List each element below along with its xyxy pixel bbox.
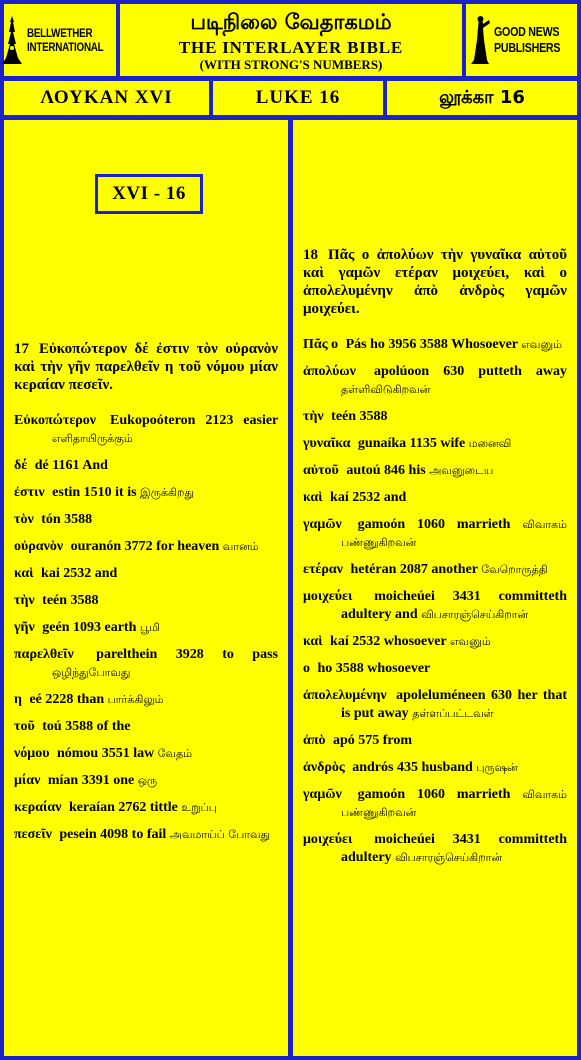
gloss: parelthein 3928 to pass xyxy=(96,647,278,662)
greek-word: ἀνδρὸς xyxy=(303,760,345,775)
word-entry xyxy=(14,691,278,709)
gloss: toú 3588 of the xyxy=(42,719,131,734)
word-entry xyxy=(303,831,567,867)
greek-word: ἀπολύων xyxy=(303,364,356,379)
right-column xyxy=(293,120,577,1056)
gloss: hetéran 2087 another xyxy=(350,562,478,577)
tamil-gloss: எவனும் xyxy=(521,338,562,351)
tamil-gloss: விவாகம் பண்ணுகிறவன் xyxy=(341,788,568,819)
word-entry xyxy=(303,633,567,651)
greek-word: τὴν xyxy=(303,409,324,424)
verse-number: 17 xyxy=(14,341,29,357)
word-entry xyxy=(303,687,567,723)
word-entry xyxy=(14,718,278,736)
word-entry xyxy=(14,565,278,583)
word-entry xyxy=(303,660,567,678)
left-logo-line1: BELLWETHER xyxy=(26,26,93,40)
word-list xyxy=(14,412,278,844)
title-panel xyxy=(120,4,462,76)
reference-greek: ΛΟΥΚΑΝ XVI xyxy=(4,81,209,115)
word-entry xyxy=(14,457,278,475)
gloss: estin 1510 it is xyxy=(52,485,137,500)
trumpet-figure-icon xyxy=(469,14,491,66)
greek-word: τὴν xyxy=(14,593,35,608)
gloss: eé 2228 than xyxy=(29,692,105,707)
gloss: gunaíka 1135 wife xyxy=(357,436,466,451)
tamil-gloss: விவாகம் பண்ணுகிறவன் xyxy=(341,518,568,549)
word-entry xyxy=(303,516,567,552)
gloss: keraían 2762 tittle xyxy=(68,800,178,815)
greek-word: γαμῶν xyxy=(303,787,342,802)
greek-word: γῆν xyxy=(14,620,35,635)
greek-word: ετέραν xyxy=(303,562,343,577)
greek-word: παρελθεῖν xyxy=(14,647,74,662)
tamil-gloss: விபசாரஞ்செய்கிறான் xyxy=(421,608,529,621)
verse-text xyxy=(303,246,567,318)
verse-text xyxy=(14,340,278,394)
word-list xyxy=(303,336,567,867)
greek-word: η xyxy=(14,692,22,707)
greek-word: καὶ xyxy=(303,634,323,649)
tamil-gloss: அவமாய்ப் போவது xyxy=(169,828,271,841)
tamil-gloss: விபசாரஞ்செய்கிறான் xyxy=(395,851,503,864)
gloss: moicheúei 3431 committeth adultery and xyxy=(341,589,568,622)
gloss: kaí 2532 and xyxy=(330,490,407,505)
gloss: pesein 4098 to fail xyxy=(59,827,167,842)
tamil-gloss: பார்க்கிலும் xyxy=(107,693,164,706)
greek-word: μίαν xyxy=(14,773,41,788)
word-entry xyxy=(303,435,567,453)
word-entry xyxy=(303,759,567,777)
word-entry xyxy=(303,363,567,399)
greek-word: νόμου xyxy=(14,746,50,761)
gloss: nómou 3551 law xyxy=(56,746,155,761)
gloss: Pás ho 3956 3588 Whosoever xyxy=(345,337,518,352)
greek-word: μοιχεύει xyxy=(303,589,353,604)
word-entry xyxy=(14,484,278,502)
tamil-title: படிநிலை வேதாகமம் xyxy=(190,10,392,34)
gloss: geén 1093 earth xyxy=(42,620,137,635)
gloss: apolúoon 630 putteth away xyxy=(373,364,568,379)
gloss: andrós 435 husband xyxy=(352,760,473,775)
good-news-logo-panel xyxy=(466,4,577,76)
greek-word: καὶ xyxy=(14,566,34,581)
word-entry xyxy=(303,462,567,480)
greek-word: τὸν xyxy=(14,512,34,527)
tamil-gloss: எளிதாயிருக்கும் xyxy=(52,432,133,445)
greek-word: οὐρανὸν xyxy=(14,539,64,554)
gloss: tón 3588 xyxy=(41,512,93,527)
greek-word: καὶ xyxy=(303,490,323,505)
reference-english: LUKE 16 xyxy=(213,81,383,115)
verse-greek: Πᾶς ο ἀπολύων τὴν γυναῖκα αὐτοῦ καὶ γαμῶν ετέραν μοιχεύει, καὶ ο ἀπολελυμένην ἀπὸ ἀνδρὸς γαμῶν μοιχεύει. xyxy=(303,247,567,317)
word-entry xyxy=(303,732,567,750)
gloss: teén 3588 xyxy=(42,593,99,608)
gloss: autoú 846 his xyxy=(346,463,426,478)
greek-word: ἀπὸ xyxy=(303,733,326,748)
gloss: gamoón 1060 marrieth xyxy=(357,787,511,802)
greek-word: αὐτοῦ xyxy=(303,463,339,478)
word-entry xyxy=(14,592,278,610)
page-subtitle: (WITH STRONG'S NUMBERS) xyxy=(199,57,383,72)
word-entry xyxy=(14,619,278,637)
greek-word: πεσεῖν xyxy=(14,827,52,842)
word-entry xyxy=(14,412,278,448)
word-entry xyxy=(14,745,278,763)
bellwether-logo-panel xyxy=(4,4,116,76)
tamil-gloss: புருஷன் xyxy=(476,761,518,774)
word-entry xyxy=(14,538,278,556)
greek-word: ο xyxy=(303,661,310,676)
greek-word: κεραίαν xyxy=(14,800,62,815)
word-entry xyxy=(303,408,567,426)
tamil-gloss: அவனுடைய xyxy=(429,464,494,477)
right-logo-line2: PUBLISHERS xyxy=(493,40,560,55)
gloss: Eukopoóteron 2123 easier xyxy=(110,413,279,428)
bell-tower-icon xyxy=(0,14,24,66)
greek-word: γαμῶν xyxy=(303,517,342,532)
tamil-gloss: எவனும் xyxy=(449,635,491,648)
greek-word: μοιχεύει xyxy=(303,832,353,847)
left-column xyxy=(4,120,288,1056)
tamil-gloss: வேறொருத்தி xyxy=(481,563,548,576)
gloss: ho 3588 whosoever xyxy=(317,661,431,676)
tamil-gloss: தள்ளிவிடுகிறவன் xyxy=(341,383,431,396)
word-entry xyxy=(14,799,278,817)
word-entry xyxy=(303,336,567,354)
tamil-gloss: உறுப்பு xyxy=(181,801,217,814)
greek-word: γυναῖκα xyxy=(303,436,351,451)
greek-word: Εὐκοπώτερον xyxy=(14,413,97,428)
gloss: kai 2532 and xyxy=(41,566,118,581)
word-entry xyxy=(303,561,567,579)
word-entry xyxy=(14,646,278,682)
tamil-gloss: தள்ளப்பட்டவள் xyxy=(412,707,494,720)
word-entry xyxy=(14,511,278,529)
verse-17-block xyxy=(14,340,278,853)
chapter-label: XVI - 16 xyxy=(95,174,203,214)
word-entry xyxy=(303,786,567,822)
tamil-gloss: வானம் xyxy=(222,540,259,553)
greek-word: Πᾶς ο xyxy=(303,337,339,352)
greek-word: ἐστιν xyxy=(14,485,45,500)
gloss: kaí 2532 whosoever xyxy=(330,634,447,649)
greek-word: τοῦ xyxy=(14,719,35,734)
tamil-gloss: ஒழிந்துபோவது xyxy=(52,666,131,679)
greek-word: δέ xyxy=(14,458,28,473)
word-entry xyxy=(14,772,278,790)
right-logo-line1: GOOD NEWS xyxy=(493,24,559,39)
verse-18-block xyxy=(303,246,567,876)
tamil-gloss: ஒரு xyxy=(137,774,158,787)
word-entry xyxy=(303,588,567,624)
gloss: moicheúei 3431 committeth adultery xyxy=(341,832,568,865)
verse-greek: Εὐκοπώτερον δέ ἐστιν τὸν οὐρανὸν καὶ τὴν γῆν παρελθεῖν η τοῦ νόμου μίαν κεραίαν πεσεῖν. xyxy=(14,341,278,393)
word-entry xyxy=(303,489,567,507)
tamil-gloss: பூமி xyxy=(139,621,160,634)
verse-number: 18 xyxy=(303,247,318,263)
page-title: THE INTERLAYER BIBLE xyxy=(178,38,404,57)
gloss: ouranón 3772 for heaven xyxy=(70,539,220,554)
gloss: apoleluméneen 630 her that is put away xyxy=(341,688,567,721)
gloss: apó 575 from xyxy=(332,733,413,748)
reference-tamil: லூக்கா 16 xyxy=(387,81,577,115)
gloss: mían 3391 one xyxy=(47,773,135,788)
tamil-gloss: இருக்கிறது xyxy=(140,486,195,499)
left-logo-line2: INTERNATIONAL xyxy=(26,40,104,54)
greek-word: ἀπολελυμένην xyxy=(303,688,387,703)
gloss: teén 3588 xyxy=(331,409,388,424)
tamil-gloss: மனைவி xyxy=(468,437,512,450)
gloss: dé 1161 And xyxy=(34,458,108,473)
gloss: gamoón 1060 marrieth xyxy=(357,517,511,532)
word-entry xyxy=(14,826,278,844)
tamil-gloss: வேதம் xyxy=(157,747,193,760)
